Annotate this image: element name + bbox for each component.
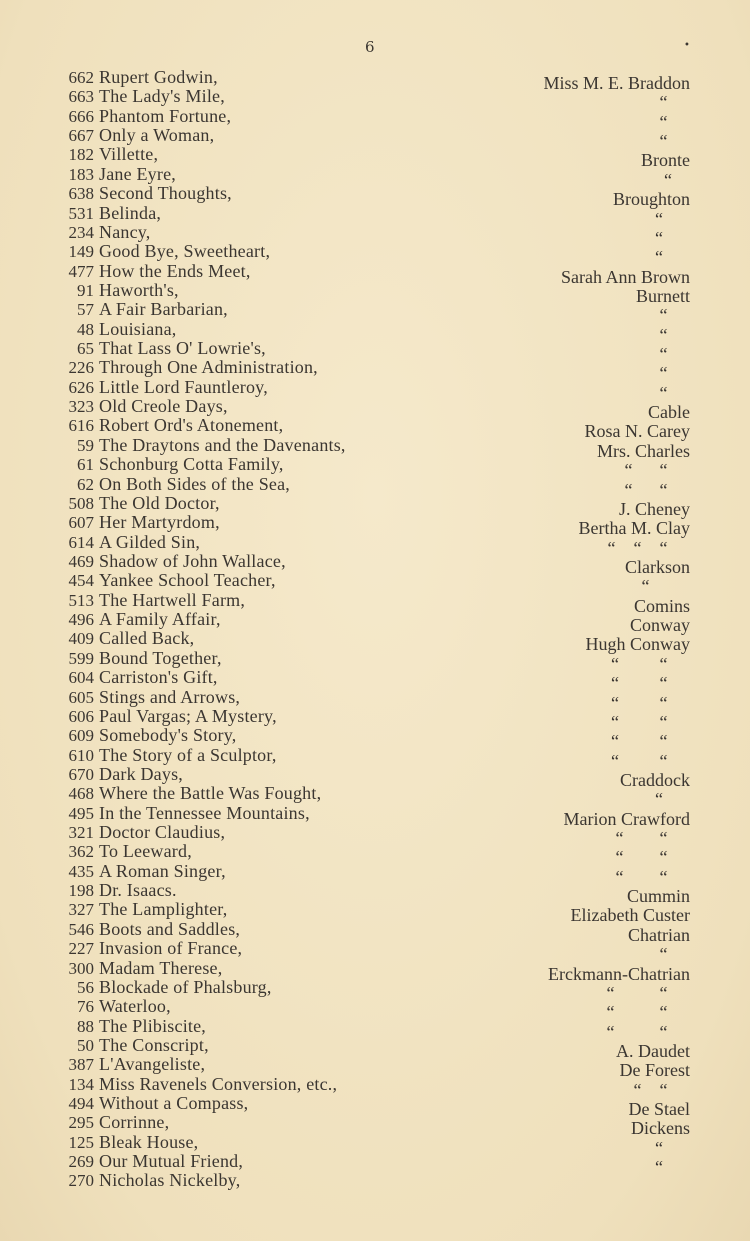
book-title: The Lamplighter, <box>99 899 228 920</box>
book-title: Miss Ravenels Conversion, etc., <box>99 1073 338 1094</box>
book-title: Bound Together, <box>99 647 222 668</box>
book-author: J. Cheney <box>619 498 690 519</box>
book-author: Marion Crawford <box>563 808 690 829</box>
book-author: “ <box>659 324 690 345</box>
book-title: Invasion of France, <box>99 938 243 959</box>
book-title: Madam Therese, <box>99 957 223 978</box>
book-title: That Lass O' Lowrie's, <box>99 338 266 359</box>
book-title: Carriston's Gift, <box>99 667 218 688</box>
book-title: Stings and Arrows, <box>99 686 241 707</box>
book-number: 387 <box>68 1055 94 1075</box>
book-title: A Family Affair, <box>99 609 221 630</box>
book-author: “ <box>664 169 690 190</box>
book-number: 76 <box>77 997 94 1017</box>
book-number: 508 <box>68 493 94 513</box>
book-title: Only a Woman, <box>99 125 215 146</box>
book-author: “ “ <box>615 847 690 868</box>
book-title: On Both Sides of the Sea, <box>99 473 290 494</box>
book-title: Old Creole Days, <box>99 396 228 417</box>
book-title: Yankee School Teacher, <box>99 570 276 591</box>
book-author: “ “ <box>611 653 690 674</box>
book-title: Jane Eyre, <box>99 163 176 184</box>
book-number: 234 <box>68 222 94 242</box>
book-number: 182 <box>68 145 94 165</box>
book-title: Haworth's, <box>99 279 179 300</box>
book-author: “ <box>655 1157 690 1178</box>
book-author: “ <box>641 576 690 597</box>
book-number: 495 <box>68 803 94 823</box>
book-author: “ <box>655 247 690 268</box>
book-number: 57 <box>77 300 94 320</box>
book-number: 362 <box>68 842 94 862</box>
book-number: 91 <box>77 280 94 300</box>
book-title: Paul Vargas; A Mystery, <box>99 705 277 726</box>
book-title: Blockade of Phalsburg, <box>99 976 272 997</box>
book-number: 226 <box>68 358 94 378</box>
book-title: Her Martyrdom, <box>99 512 220 533</box>
book-number: 606 <box>68 706 94 726</box>
book-title: The Conscript, <box>99 1034 209 1055</box>
book-number: 477 <box>68 261 94 281</box>
book-title: The Draytons and the Davenants, <box>99 434 346 455</box>
book-author: De Forest <box>619 1060 690 1081</box>
book-number: 667 <box>68 126 94 146</box>
book-author: Elizabeth Custer <box>570 905 690 926</box>
book-author: Sarah Ann Brown <box>561 266 690 287</box>
book-author: Bronte <box>641 150 690 171</box>
book-author: Rosa N. Carey <box>584 421 690 442</box>
book-author: “ <box>655 789 690 810</box>
book-number: 454 <box>68 571 94 591</box>
book-number: 638 <box>68 184 94 204</box>
book-number: 604 <box>68 668 94 688</box>
book-title: Waterloo, <box>99 996 171 1017</box>
book-number: 666 <box>68 106 94 126</box>
book-author: Mrs. Charles <box>597 440 690 461</box>
book-number: 62 <box>77 474 94 494</box>
book-title: Second Thoughts, <box>99 183 232 204</box>
book-author: “ <box>659 382 690 403</box>
book-number: 65 <box>77 339 94 359</box>
book-author: “ <box>655 1137 690 1158</box>
book-author: “ “ <box>606 1002 690 1023</box>
book-title: Shadow of John Wallace, <box>99 550 286 571</box>
book-number: 327 <box>68 900 94 920</box>
book-author: Dickens <box>631 1118 690 1139</box>
book-number: 88 <box>77 1016 94 1036</box>
book-number: 614 <box>68 532 94 552</box>
book-title: The Story of a Sculptor, <box>99 744 277 765</box>
book-number: 48 <box>77 319 94 339</box>
book-number: 321 <box>68 823 94 843</box>
book-author: “ “ <box>624 460 690 481</box>
book-number: 435 <box>68 861 94 881</box>
book-number: 626 <box>68 377 94 397</box>
book-author: “ <box>659 944 690 965</box>
book-number: 183 <box>68 164 94 184</box>
book-author: “ <box>655 227 690 248</box>
book-author: “ “ “ <box>607 537 690 558</box>
book-author: “ “ <box>606 982 690 1003</box>
book-author: “ “ <box>624 479 690 500</box>
book-author: Comins <box>633 595 690 616</box>
book-author: “ <box>659 363 690 384</box>
book-author: Broughton <box>612 189 690 210</box>
book-number: 409 <box>68 629 94 649</box>
book-title: Schonburg Cotta Family, <box>99 454 284 475</box>
book-author: “ “ <box>615 866 690 887</box>
book-title: Dark Days, <box>99 763 183 784</box>
book-author: A. Daudet <box>616 1040 690 1061</box>
book-title: Without a Compass, <box>99 1093 249 1114</box>
book-number: 605 <box>68 687 94 707</box>
book-number: 599 <box>68 648 94 668</box>
book-author: Chatrian <box>628 924 690 945</box>
book-number: 607 <box>68 513 94 533</box>
book-number: 227 <box>68 939 94 959</box>
book-title: Louisiana, <box>99 318 177 339</box>
book-number: 468 <box>68 784 94 804</box>
book-number: 610 <box>68 745 94 765</box>
book-title: A Roman Singer, <box>99 860 226 881</box>
book-number: 295 <box>68 1113 94 1133</box>
book-author: Bertha M. Clay <box>578 518 690 539</box>
book-author: Hugh Conway <box>585 634 690 655</box>
book-author: “ “ <box>615 828 690 849</box>
book-author: De Stael <box>628 1099 690 1120</box>
book-title: How the Ends Meet, <box>99 260 251 281</box>
book-number: 125 <box>68 1132 94 1152</box>
book-title: The Lady's Mile, <box>99 86 225 107</box>
book-number: 616 <box>68 416 94 436</box>
page-number: 6 <box>365 38 375 56</box>
book-title: Bleak House, <box>99 1131 199 1152</box>
book-title: Boots and Saddles, <box>99 918 241 939</box>
book-number: 269 <box>68 1152 94 1172</box>
book-author: “ <box>659 111 690 132</box>
book-number: 323 <box>68 397 94 417</box>
book-title: Nicholas Nickelby, <box>99 1170 241 1191</box>
book-title: Where the Battle Was Fought, <box>99 783 322 804</box>
book-author: Cable <box>648 402 690 423</box>
book-list <box>40 68 700 1191</box>
book-author: Conway <box>630 615 690 636</box>
book-title: Belinda, <box>99 202 162 223</box>
book-number: 270 <box>68 1171 94 1191</box>
book-title: The Plibiscite, <box>99 1015 206 1036</box>
book-author: “ “ <box>611 750 690 771</box>
book-title: A Fair Barbarian, <box>99 299 228 320</box>
book-number: 469 <box>68 551 94 571</box>
book-author: “ <box>659 344 690 365</box>
book-number: 496 <box>68 610 94 630</box>
book-title: In the Tennessee Mountains, <box>99 802 310 823</box>
list-item <box>40 67 700 93</box>
book-title: Corrinne, <box>99 1112 170 1133</box>
book-number: 134 <box>68 1074 94 1094</box>
book-author: Miss M. E. Braddon <box>543 73 690 93</box>
book-number: 198 <box>68 881 94 901</box>
book-number: 61 <box>77 455 94 475</box>
book-number: 662 <box>68 68 94 87</box>
book-title: The Old Doctor, <box>99 492 220 513</box>
book-title: Nancy, <box>99 221 151 242</box>
book-number: 609 <box>68 726 94 746</box>
book-title: The Hartwell Farm, <box>99 589 246 610</box>
book-author: “ <box>655 208 690 229</box>
book-title: Dr. Isaacs. <box>99 880 177 901</box>
book-number: 670 <box>68 764 94 784</box>
book-author: “ <box>659 305 690 326</box>
book-author: “ <box>659 131 690 152</box>
book-number: 59 <box>77 435 94 455</box>
book-title: Phantom Fortune, <box>99 105 232 126</box>
book-title: Doctor Claudius, <box>99 822 226 843</box>
book-title: Villette, <box>99 144 159 165</box>
book-number: 663 <box>68 87 94 107</box>
book-number: 300 <box>68 958 94 978</box>
book-author: “ “ <box>611 692 690 713</box>
book-title: Robert Ord's Atonement, <box>99 415 284 436</box>
book-author: Burnett <box>636 285 690 306</box>
book-author: Craddock <box>620 769 690 790</box>
book-author: Cummin <box>626 886 690 907</box>
book-number: 494 <box>68 1094 94 1114</box>
speck-mark: • <box>684 40 690 51</box>
book-title: Through One Administration, <box>99 357 318 378</box>
book-title: Rupert Godwin, <box>99 67 218 87</box>
book-title: Called Back, <box>99 628 195 649</box>
book-title: Somebody's Story, <box>99 725 237 746</box>
book-number: 513 <box>68 590 94 610</box>
book-title: L'Avangeliste, <box>99 1054 206 1075</box>
book-title: To Leeward, <box>99 841 192 862</box>
book-title: Our Mutual Friend, <box>99 1151 244 1172</box>
book-author: “ “ <box>611 673 690 694</box>
book-author: Erckmann-Chatrian <box>548 963 690 984</box>
book-title: A Gilded Sin, <box>99 531 201 552</box>
book-number: 546 <box>68 919 94 939</box>
book-author: “ <box>659 92 690 113</box>
book-title: Little Lord Fauntleroy, <box>99 376 268 397</box>
book-author: “ “ <box>611 731 690 752</box>
book-author <box>499 1177 700 1196</box>
book-number: 56 <box>77 977 94 997</box>
book-number: 531 <box>68 203 94 223</box>
book-author: “ “ <box>606 1021 690 1042</box>
book-number: 50 <box>77 1035 94 1055</box>
book-number: 149 <box>68 242 94 262</box>
book-author: “ “ <box>611 711 690 732</box>
book-author: “ “ <box>633 1079 690 1100</box>
book-title: Good Bye, Sweetheart, <box>99 241 271 262</box>
book-author: Clarkson <box>625 556 690 577</box>
